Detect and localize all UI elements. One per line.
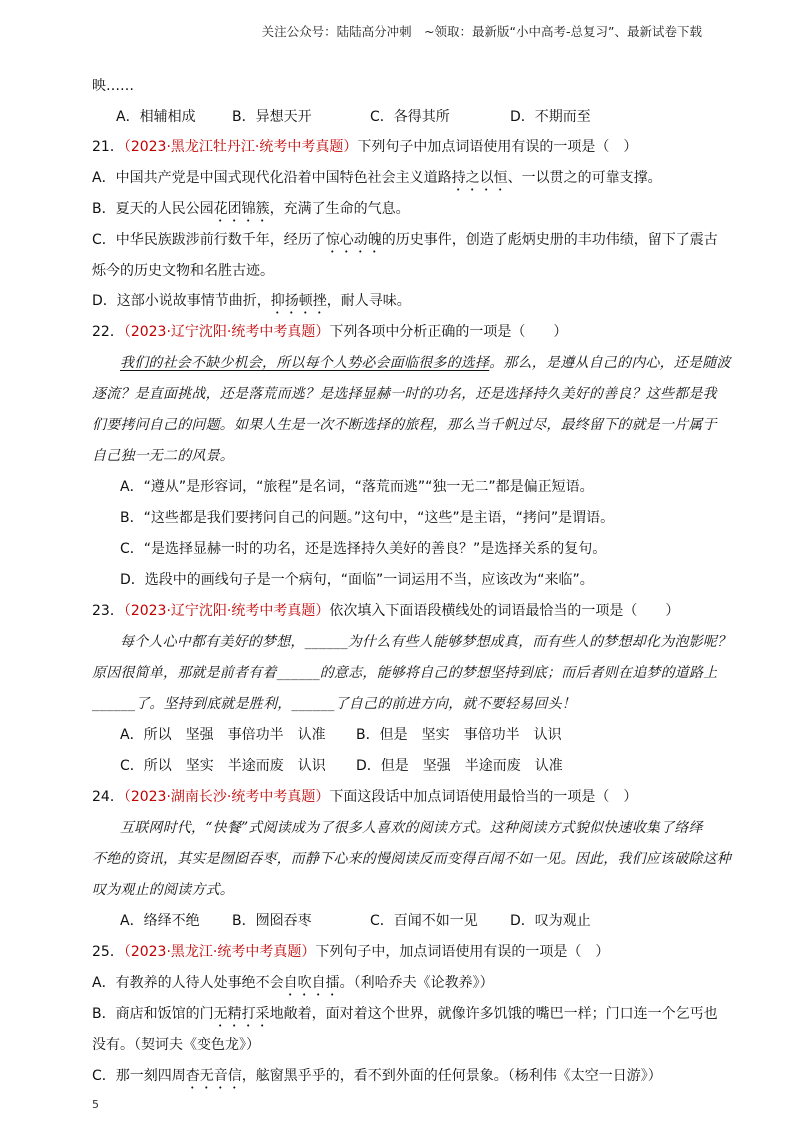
q25-option-a: A．有教养的人待人处事绝不会自吹自擂。（利哈乔夫《论教养》） [92, 975, 494, 991]
dotted-term: 惊心动魄 [325, 232, 382, 248]
q23-options-row-2 [120, 756, 680, 776]
question-source: （2023·湖南长沙·统考中考真题） [123, 789, 330, 805]
q23-passage-line-2: 原因很简单，那就是前者有着______的意志，能够将自己的梦想坚持到底；而后者则在追梦的道路上 [92, 665, 718, 681]
dotted-term: 自吹自擂 [283, 975, 340, 991]
question-number: 24． [92, 789, 124, 805]
question-stem: 依次填入下面语段横线处的词语最恰当的一项是（ ） [329, 603, 680, 619]
q21-option-a: A．中国共产党是中国式现代化沿着中国特色社会主义道路持之以恒、一以贯之的可靠支撑。 [92, 170, 662, 186]
q25-option-b-cont: 没有。（契诃夫《变色龙》） [92, 1037, 260, 1053]
q24-option-c: C．百闻不如一见 [370, 913, 478, 929]
q24-option-d: D．叹为观止 [510, 913, 591, 929]
question-number: 23． [92, 603, 124, 619]
q23-passage-line-3: ______了。坚持到底就是胜利，______了自己的前进方向，就不要轻易回头！ [92, 696, 576, 712]
question-source: （2023·辽宁沈阳·统考中考真题） [123, 324, 330, 340]
q24-passage-line-1: 互联网时代，“快餐”式阅读成为了很多人喜欢的阅读方式。这种阅读方式貌似快速收集了络绎 [120, 820, 703, 836]
q24-option-b: B．囫囵吞枣 [232, 913, 312, 929]
q24-stem-line [92, 787, 637, 807]
q20-option-d: D．不期而至 [510, 109, 591, 125]
page-number: 5 [92, 1098, 99, 1111]
header-promo-text: 关注公众号：陆陆高分冲刺 ~领取：最新版“小中高考-总复习”、最新试卷下载 [261, 24, 702, 39]
dotted-term: 花团锦簇 [213, 201, 270, 217]
q25-option-c: C．那一刻四周杳无音信，舷窗黑乎乎的，看不到外面的任何景象。（杨利伟《太空一日游》） [92, 1068, 662, 1084]
q23-option-c: C．所以 坚实 半途而废 认识 [120, 758, 326, 774]
q24-option-a: A．络绎不绝 [120, 913, 200, 929]
q21-option-c: C．中华民族跋涉前行数千年，经历了惊心动魄的历史事件，创造了彪炳史册的丰功伟绩，留下了震古 [92, 232, 718, 248]
q20-option-b: B．异想天开 [232, 109, 312, 125]
q23-passage-line-1: 每个人心中都有美好的梦想，______为什么有些人能够梦想成真，而有些人的梦想却化为泡影呢？ [120, 634, 732, 650]
question-source: （2023·黑龙江牡丹江·统考中考真题） [123, 139, 358, 155]
q21-option-d: D．这部小说故事情节曲折，抑扬顿挫，耐人寻味。 [92, 293, 411, 309]
q22-passage-line-1: 我们的社会不缺少机会，所以每个人势必会面临很多的选择。那么，是遵从自己的内心，还是随波 [120, 355, 731, 371]
q23-stem-line [92, 601, 679, 621]
question-stem: 下列句子中加点词语使用有误的一项是（ ） [357, 139, 638, 155]
q21-stem-line [92, 137, 637, 157]
underlined-sentence: 我们的社会不缺少机会，所以每个人势必会面临很多的选择 [120, 355, 490, 371]
q25-option-b: B．商店和饭馆的门无精打采地敞着，面对着这个世界，就像许多饥饿的嘴巴一样；门口连一个乞丐也 [92, 1006, 718, 1022]
q25-stem-line [92, 942, 609, 962]
q20-options [116, 107, 676, 127]
q22-option-d: D．选段中的画线句子是一个病句，“面临”一词运用不当，应该改为“来临”。 [120, 572, 594, 588]
q23-options-row-1 [120, 725, 680, 745]
q22-stem-line [92, 322, 567, 342]
dotted-term: 无精打采 [213, 1006, 270, 1022]
q24-passage-line-3: 叹为观止的阅读方式。 [92, 882, 234, 898]
q23-option-d: D．但是 坚强 半途而废 认准 [356, 758, 563, 774]
question-number: 25． [92, 944, 124, 960]
dotted-term: 抑扬顿挫 [270, 293, 327, 309]
q22-option-b: B．“这些都是我们要拷问自己的问题。”这句中，“这些”是主语，“拷问”是谓语。 [120, 510, 615, 526]
question-stem: 下列句子中，加点词语使用有误的一项是（ ） [315, 944, 610, 960]
dotted-term: 杳无音信 [185, 1068, 242, 1084]
q24-options [120, 911, 680, 931]
q23-option-a: A．所以 坚强 事倍功半 认准 [120, 727, 326, 743]
q23-option-b: B．但是 坚实 事倍功半 认识 [356, 727, 562, 743]
q20-option-c: C．各得其所 [370, 109, 450, 125]
q21-option-c-cont: 烁今的历史文物和名胜古迹。 [92, 263, 274, 279]
q22-passage-line-3: 们要拷问自己的问题。如果人生是一次不断选择的旅程，那么当千帆过尽，最终留下的就是一片属于 [92, 417, 717, 433]
question-source: （2023·辽宁沈阳·统考中考真题） [123, 603, 330, 619]
q22-passage-line-2: 逐流？是直面挑战，还是落荒而逃？是选择显赫一时的功名，还是选择持久美好的善良？这些都是我 [92, 386, 717, 402]
q24-passage-line-2: 不绝的资讯，其实是囫囵吞枣，而静下心来的慢阅读反而变得百闻不如一见。因此，我们应该破除这种 [92, 851, 731, 867]
intro-line: 映…… [92, 78, 134, 94]
q22-option-a: A．“遵从”是形容词，“旅程”是名词，“落荒而逃”“独一无二”都是偏正短语。 [120, 479, 594, 495]
question-stem: 下列各项中分析正确的一项是（ ） [329, 324, 568, 340]
q22-option-c: C．“是选择显赫一时的功名，还是选择持久美好的善良？”是选择关系的复句。 [120, 541, 607, 557]
q21-option-b: B．夏天的人民公园花团锦簇，充满了生命的气息。 [92, 201, 410, 217]
question-stem: 下面这段话中加点词语使用最恰当的一项是（ ） [329, 789, 638, 805]
q22-passage-line-4: 自己独一无二的风景。 [92, 448, 234, 464]
q20-option-a: A．相辅相成 [116, 109, 196, 125]
dotted-term: 持之以恒 [451, 170, 508, 186]
question-number: 22． [92, 324, 124, 340]
question-source: （2023·黑龙江·统考中考真题） [123, 944, 316, 960]
page-header [0, 22, 800, 42]
question-number: 21． [92, 139, 124, 155]
